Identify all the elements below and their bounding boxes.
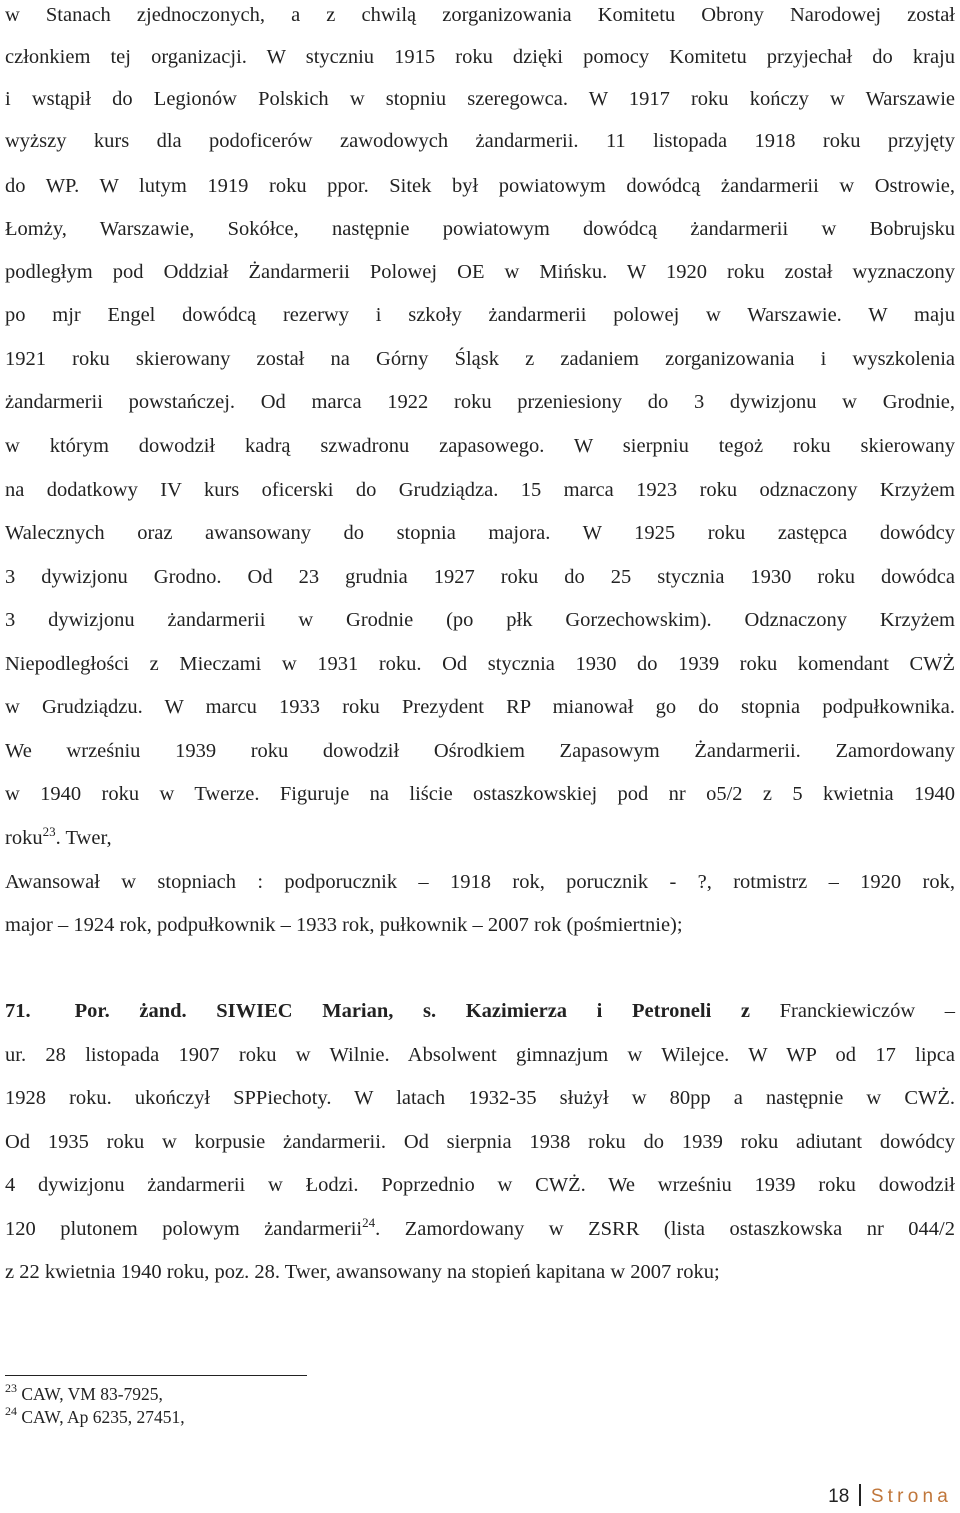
body-line: i wstąpił do Legionów Polskich w stopniu szeregowca. W 1917 roku kończy w Warszawie (5, 88, 955, 110)
body-line: Niepodległości z Mieczami w 1931 roku. Od stycznia 1930 do 1939 roku komendant CWŻ (5, 653, 955, 675)
body-line: Walecznych oraz awansowany do stopnia majora. W 1925 roku zastępca dowódcy (5, 522, 955, 544)
footnote-reference[interactable]: 24 (362, 1215, 376, 1230)
body-line: po mjr Engel dowódcą rezerwy i szkoły żandarmerii polowej w Warszawie. W maju (5, 304, 955, 326)
entry-line: z 22 kwietnia 1940 roku, poz. 28. Twer, awansowany na stopień kapitana w 2007 roku; (5, 1261, 720, 1283)
promotion-line: major – 1924 rok, podpułkownik – 1933 rok, pułkownik – 2007 rok (pośmiertnie); (5, 914, 683, 936)
line-text: 120 plutonem polowym żandarmerii (5, 1218, 363, 1240)
body-line: w którym dowodził kadrą szwadronu zapasowego. W sierpniu tegoż roku skierowany (5, 435, 955, 457)
footnote-number: 24 (5, 1404, 17, 1418)
body-line: w 1940 roku w Twerze. Figuruje na liście ostaszkowskiej pod nr o5/2 z 5 kwietnia 1940 (5, 783, 955, 805)
page-footer (828, 1482, 952, 1512)
footnote-text: CAW, Ap 6235, 27451, (17, 1407, 185, 1427)
entry-line: ur. 28 listopada 1907 roku w Wilnie. Absolwent gimnazjum w Wilejce. W WP od 17 lipca (5, 1044, 955, 1066)
body-line: do WP. W lutym 1919 roku ppor. Sitek był powiatowym dowódcą żandarmerii w Ostrowie, (5, 175, 955, 197)
body-line: 3 dywizjonu żandarmerii w Grodnie (po płk Gorzechowskim). Odznaczony Krzyżem (5, 609, 955, 631)
body-line: We wrześniu 1939 roku dowodził Ośrodkiem Zapasowym Żandarmerii. Zamordowany (5, 740, 955, 762)
body-line: 3 dywizjonu Grodno. Od 23 grudnia 1927 roku do 25 stycznia 1930 roku dowódca (5, 566, 955, 588)
entry-line (5, 1214, 955, 1244)
entry-title: Por. żand. SIWIEC Marian, s. Kazimierza i Petroneli z (74, 1000, 751, 1022)
footnote-reference[interactable]: 23 (42, 824, 56, 839)
footnote (5, 1404, 185, 1430)
body-line: wyższy kurs dla podoficerów zawodowych żandarmerii. 11 listopada 1918 roku przyjęty (5, 130, 955, 152)
body-line: 1921 roku skierowany został na Górny Śląsk z zadaniem zorganizowania i wyszkolenia (5, 348, 955, 370)
entry-title-tail: Franckiewiczów – (779, 1000, 956, 1022)
entry-number: 71. (5, 1000, 31, 1022)
body-line: w Stanach zjednoczonych, a z chwilą zorganizowania Komitetu Obrony Narodowej został (5, 4, 955, 26)
body-line: żandarmerii powstańczej. Od marca 1922 roku przeniesiony do 3 dywizjonu w Grodnie, (5, 391, 955, 413)
footer-separator (859, 1484, 861, 1506)
entry-line: Od 1935 roku w korpusie żandarmerii. Od sierpnia 1938 roku do 1939 roku adiutant dowódcy (5, 1131, 955, 1153)
body-line: na dodatkowy IV kurs oficerski do Grudziądza. 15 marca 1923 roku odznaczony Krzyżem (5, 479, 955, 501)
footnote-number: 23 (5, 1381, 17, 1395)
line-text: . Zamordowany w ZSRR (lista ostaszkowska nr 044/2 (375, 1218, 955, 1240)
body-line: członkiem tej organizacji. W styczniu 1915 roku dzięki pomocy Komitetu przyjechał do kraju (5, 46, 955, 68)
entry-line: 1928 roku. ukończył SPPiechoty. W latach 1932-35 służył w 80pp a następnie w CWŻ. (5, 1087, 955, 1109)
entry-heading (5, 996, 955, 1026)
entry-line: 4 dywizjonu żandarmerii w Łodzi. Poprzednio w CWŻ. We wrześniu 1939 roku dowodził (5, 1174, 955, 1196)
line-text: . Twer, (55, 827, 112, 849)
page-label: Strona (870, 1486, 952, 1507)
body-line: podległym pod Oddział Żandarmerii Polowej OE w Mińsku. W 1920 roku został wyznaczony (5, 261, 955, 283)
footnote-divider (5, 1375, 307, 1376)
page-number: 18 (828, 1486, 850, 1507)
body-line (5, 823, 955, 853)
promotion-line: Awansował w stopniach : podporucznik – 1918 rok, porucznik - ?, rotmistrz – 1920 rok, (5, 871, 955, 893)
body-line: Łomży, Warszawie, Sokółce, następnie powiatowym dowódcą żandarmerii w Bobrujsku (5, 218, 955, 240)
footnote-text: CAW, VM 83-7925, (17, 1384, 163, 1404)
line-text: roku (5, 827, 43, 849)
body-line: w Grudziądzu. W marcu 1933 roku Prezydent RP mianował go do stopnia podpułkownika. (5, 696, 955, 718)
